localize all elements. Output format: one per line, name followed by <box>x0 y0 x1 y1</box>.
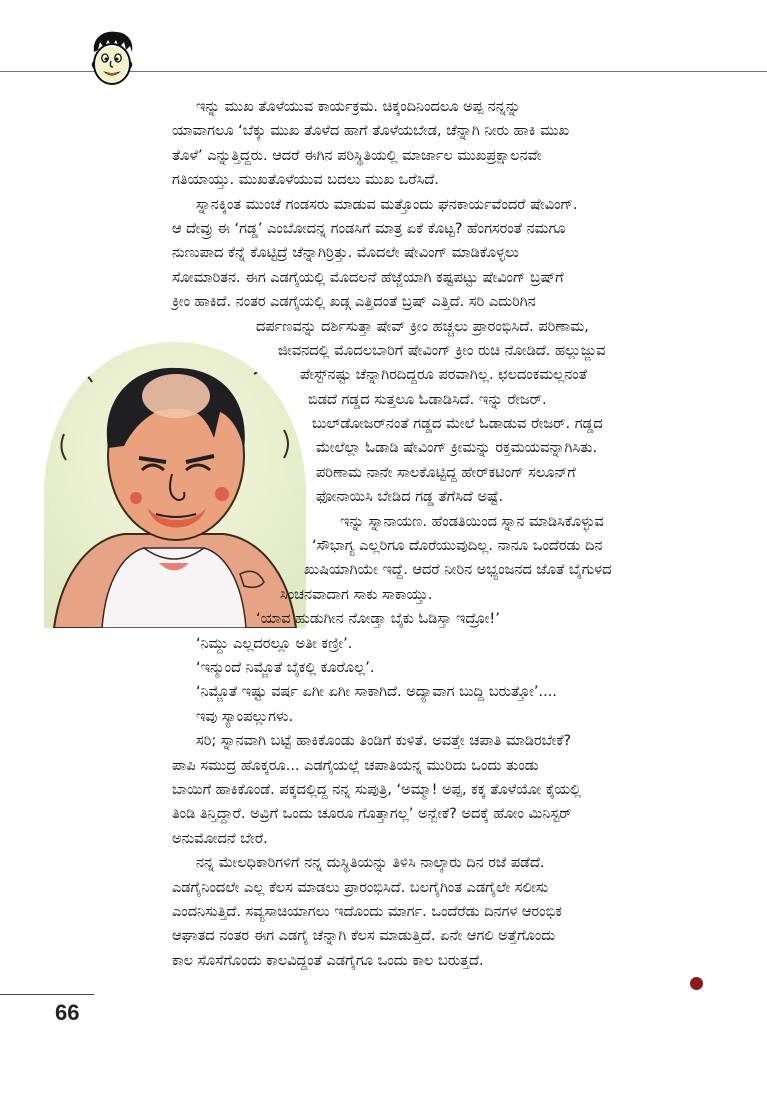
text-line: ಸ್ನಾನಕ್ಕಿಂತ ಮುಂಚೆ ಗಂಡಸರು ಮಾಡುವ ಮತ್ತೊಂದು ಘನಕಾರ್ಯವೆಂದರೆ ಷೇವಿಂಗ್. <box>196 196 578 213</box>
text-line: ಕ್ರೀಂ ಹಾಕಿದೆ. ನಂತರ ಎಡಗೈಯಲ್ಲಿ ಖಡ್ಗ ಎತ್ತಿದಂತೆ ಬ್ರಷ್ ಎತ್ತಿದೆ. ಸರಿ ಎದುರಿಗಿನ <box>172 294 536 311</box>
text-line: ಇವು ಸ್ಯಾಂಪಲ್ಲುಗಳು. <box>196 708 294 725</box>
page-number: 66 <box>55 1000 80 1025</box>
text-line: ಗತಿಯಾಯ್ತು. ಮುಖತೊಳೆಯುವ ಬದಲು ಮುಖ ಒರೆಸಿದೆ. <box>172 172 439 189</box>
text-line: ತಿಂಡಿ ತಿನ್ತಿದ್ದಾರೆ. ಅವ್ರಿಗೆ ಒಂದು ಚೂರೂ ಗೊತ್ತಾಗಲ್ಲ’ ಅನ್ಬೇಕೆ? ಅದಕ್ಕೆ ಹೋಂ ಮಿನಿಸ್ಟರ್ <box>172 806 572 823</box>
text-line: ಮೇಲೆಲ್ಲಾ ಓಡಾಡಿ ಷೇವಿಂಗ್ ಕ್ರೀಮನ್ನು ರಕ್ತಮಯವನ್ನಾಗಿಸಿತು. <box>316 440 598 457</box>
text-line: ಬಾಯಿಗೆ ಹಾಕಿಕೊಂಡೆ. ಪಕ್ಕದಲ್ಲಿದ್ದ ನನ್ನ ಸುಪುತ್ರಿ, ‘ಅಮ್ಮಾ! ಅಪ್ಪ, ಕಕ್ಕ ತೊಳೆಯೋ ಕೈಯಲ್ಲಿ <box>172 781 581 798</box>
text-line: ಆಘಾತದ ನಂತರ ಈಗ ಎಡಗೈ ಚೆನ್ನಾಗಿ ಕೆಲಸ ಮಾಡುತ್ತಿದೆ. ಏನೇ ಆಗಲಿ ಅತ್ತೆಗೊಂದು <box>172 928 556 945</box>
text-line: ಇನ್ನು ಸ್ನಾನಾಯಣ. ಹೆಂಡತಿಯಿಂದ ಸ್ನಾನ ಮಾಡಿಸಿಕೊಳ್ಳುವ <box>340 513 604 530</box>
text-line: ಸೋಮಾರಿತನ. ಈಗ ಎಡಗೈಯಲ್ಲಿ ಮೊದಲನೆ ಹೆಜ್ಜೆಯಾಗಿ ಕಷ್ಟಪಟ್ಟು ಷೇವಿಂಗ್ ಬ್ರಷ್‌ಗೆ <box>172 269 564 286</box>
footer-rule <box>0 994 94 995</box>
text-line: ಸಿಂಚನವಾದಾಗ ಸಾಕು ಸಾಕಾಯ್ತು. <box>280 586 433 603</box>
article-body <box>172 95 732 973</box>
text-line: ‘ಸೌಭಾಗ್ಯ ಎಲ್ಲರಿಗೂ ದೊರೆಯುವುದಿಲ್ಲ. ನಾನೂ ಒಂದೆರಡು ದಿನ <box>312 538 603 555</box>
text-line: ಖುಷಿಯಾಗಿಯೇ ಇದ್ದೆ. ಆದರೆ ನೀರಿನ ಅಭ್ಯಂಜನದ ಜೊತೆ ಬೈಗುಳದ <box>304 562 612 579</box>
text-line: ಪಾಪಿ ಸಮುದ್ರ ಹೊಕ್ಕರೂ... ಎಡಗೈಯಲ್ಲೆ ಚಪಾತಿಯನ್ನ ಮುರಿದು ಒಂದು ತುಂಡು <box>172 757 539 774</box>
end-of-article-dot <box>690 977 703 990</box>
text-line: ಸರಿ; ಸ್ನಾನವಾಗಿ ಬಟ್ಟೆ ಹಾಕಿಕೊಂಡು ತಿಂಡಿಗೆ ಕುಳಿತೆ. ಅವತ್ತೇ ಚಪಾತಿ ಮಾಡಿರಬೇಕೆ? <box>196 733 572 750</box>
text-line: ‘ನಿಮ್ಜೊತೆ ಇಷ್ಟು ವರ್ಷ ಏಗೀ ಏಗೀ ಸಾಕಾಗಿದೆ. ಅದ್ಯಾವಾಗ ಬುದ್ದಿ ಬರುತ್ತೋ’.... <box>196 684 557 701</box>
text-line: ಪೇಸ್ಟ್‌ನಷ್ಟು ಚೆನ್ನಾಗಿರದಿದ್ದರೂ ಪರವಾಗಿಲ್ಲ. ಛಲದಂಕಮಲ್ಲನಂತೆ <box>300 367 587 384</box>
text-line: ಬುಲ್‌ಡೋಜರ್‌ನಂತೆ ಗಡ್ಡದ ಮೇಲೆ ಓಡಾಡುವ ರೇಜರ್. ಗಡ್ಡದ <box>312 416 603 433</box>
text-line: ಎಡಗೈನಿಂದಲೇ ಎಲ್ಲ ಕೆಲಸ ಮಾಡಲು ಪ್ರಾರಂಭಿಸಿದೆ. ಬಲಗೈಗಿಂತ ಎಡಗೈಲೇ ಸಲೀಸು <box>172 879 549 896</box>
text-line: ಯಾವಾಗಲೂ ‘ಬೆಕ್ಕು ಮುಖ ತೊಳೆದ ಹಾಗೆ ತೊಳೆಯಬೇಡ, ಚೆನ್ನಾಗಿ ನೀರು ಹಾಕಿ ಮುಖ <box>172 123 570 140</box>
text-line: ಪರಿಣಾಮ ನಾನೇ ಸಾಲಕೊಟ್ಟಿದ್ದ ಹೇರ್‌ಕಟಿಂಗ್ ಸಲೂನ್‌ಗೆ <box>316 464 576 481</box>
text-line: ಅನುಮೋದನೆ ಬೇರೆ. <box>172 830 268 847</box>
cartoon-face-logo-icon <box>86 30 138 90</box>
text-line: ಫೋನಾಯಿಸಿ ಬೇಡಿದ ಗಡ್ಡ ತೆಗೆಸಿದೆ ಅಷ್ಟೆ. <box>316 489 504 506</box>
text-line: ಇನ್ನು ಮುಖ ತೊಳೆಯುವ ಕಾರ್ಯಕ್ರಮ. ಚಿಕ್ಕಂದಿನಿಂದಲೂ ಅಪ್ಪ ನನ್ನನ್ನು <box>196 99 521 115</box>
text-line: ಬಿಡದೆ ಗಡ್ಡದ ಸುತ್ತಲೂ ಓಡಾಡಿಸಿದೆ. ಇನ್ನು ರೇಜರ್. <box>308 391 547 408</box>
text-line: ಆ ದೇವ್ರು ಈ ‘ಗಡ್ಡ’ ಎಂಬೋದನ್ನ ಗಂಡಸಿಗೆ ಮಾತ್ರ ಏಕೆ ಕೊಟ್ಟ? ಹೆಂಗಸರಂತೆ ನಮಗೂ <box>172 220 566 237</box>
text-line: ಕಾಲ ಸೊಸೆಗೊಂದು ಕಾಲವಿದ್ದಂತೆ ಎಡಗೈಗೂ ಒಂದು ಕಾಲ ಬರುತ್ತದೆ. <box>172 952 484 969</box>
text-line: ಜೀವನದಲ್ಲಿ ಮೊದಲಬಾರಿಗೆ ಷೇವಿಂಗ್ ಕ್ರೀಂ ರುಚಿ ನೋಡಿದೆ. ಹಲ್ಲುಜ್ಜುವ <box>278 342 606 359</box>
text-line: ನನ್ನ ಮೇಲಧಿಕಾರಿಗಳಿಗೆ ನನ್ನ ದುಸ್ಥಿತಿಯನ್ನು ತಿಳಿಸಿ ನಾಲ್ಕಾರು ದಿನ ರಜೆ ಪಡೆದೆ. <box>196 855 545 872</box>
text-line: ‘ನಿಮ್ದು ಎಲ್ಲದರಲ್ಲೂ ಅತೀ ಕಣ್ರೀ’. <box>196 635 353 652</box>
text-line: ನುಣುಪಾದ ಕೆನ್ನೆ ಕೊಟ್ಟಿದ್ರೆ ಚೆನ್ನಾಗಿರ್ರಿತ್ತು. ಮೊದಲೇ ಷೇವಿಂಗ್ ಮಾಡಿಕೊಳ್ಳಲು <box>172 245 519 262</box>
text-line: ‘ಯಾವ ಹುಡುಗೀನ ನೋಡ್ತಾ ಬೈಕು ಓಡಿಸ್ತಾ ಇದ್ರೋ!’ <box>256 611 500 628</box>
text-line: ತೊಳೆ’ ಎನ್ನುತ್ತಿದ್ದರು. ಆದರೆ ಈಗಿನ ಪರಿಸ್ಥಿತಿಯಲ್ಲಿ ಮಾರ್ಜಾಲ ಮುಖಪ್ರಕ್ಷಾಲನವೇ <box>172 147 542 164</box>
text-line: ಎಂದನಿಸುತ್ತಿದೆ. ಸವ್ಯಸಾಚಿಯಾಗಲು ಇದೊಂದು ಮಾರ್ಗ. ಒಂದೆರೆಡು ದಿನಗಳ ಆರಂಭಿಕ <box>172 903 562 920</box>
text-line: ‘ಇನ್ಮುಂದೆ ನಿಮ್ಜೊತೆ ಬೈಕಲ್ಲಿ ಕೂರೊಲ್ಲ’. <box>196 659 375 676</box>
text-line: ದರ್ಪಣವನ್ನು ದರ್ಶಿಸುತ್ತಾ ಷೇವ್ ಕ್ರೀಂ ಹಚ್ಚಲು ಪ್ರಾರಂಭಿಸಿದೆ. ಪರಿಣಾಮ, <box>256 318 589 335</box>
